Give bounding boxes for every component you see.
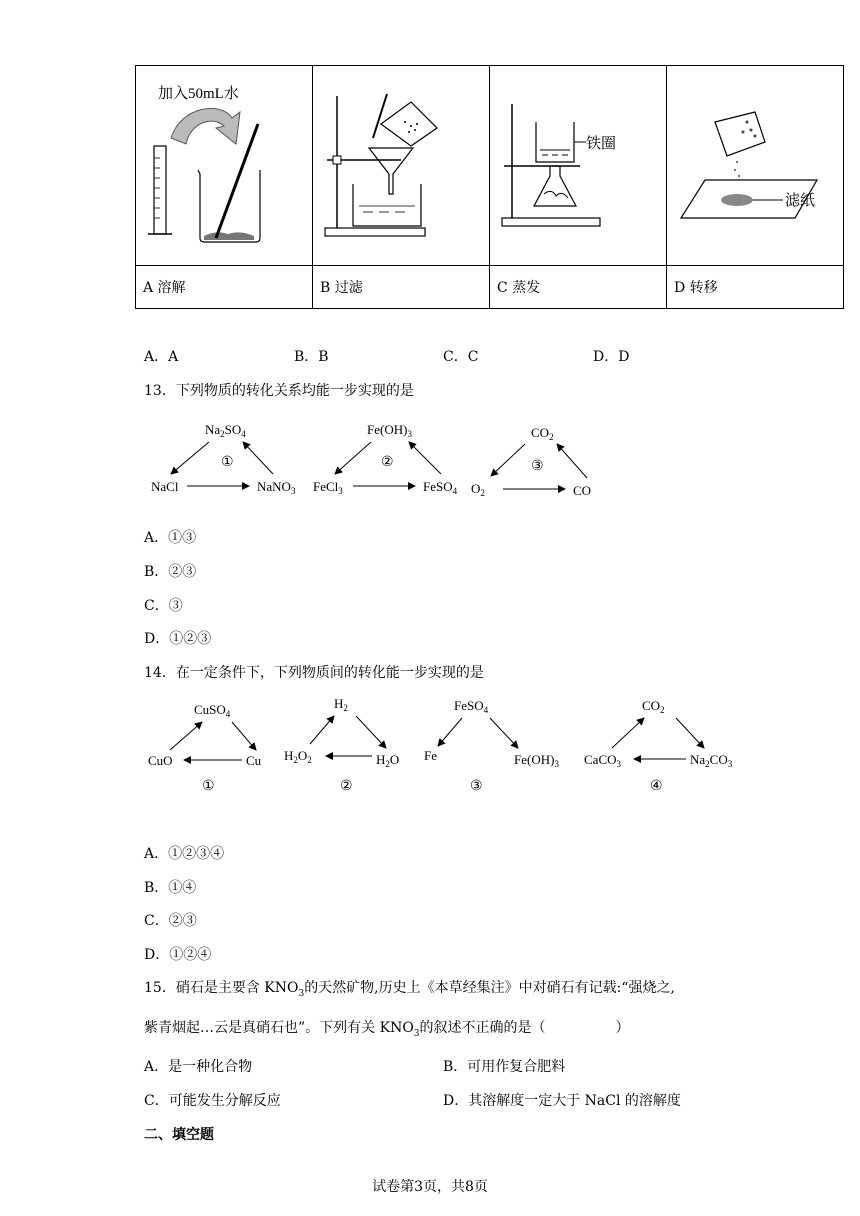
q15-line2: 紫青烟起…云是真硝石也”。下列有关 $KNO_3$的叙述不正确的是（ ） [144,1020,630,1039]
section-heading: 二、填空题 [144,1127,214,1143]
dissolve-cell [136,66,313,266]
q14-d3-right: $Fe(OH)_3$ [514,752,559,769]
q15-line1: 15．硝石是主要含 $KNO_3$的天然矿物,历史上《本草经集注》中对硝石有记载:“强烧之, [144,980,675,999]
q14-option-c[interactable]: C．②③ [144,913,197,929]
q13-option-a[interactable]: A．①③ [144,530,197,546]
evaporate-cell [490,66,667,266]
caption-c: C 蒸发 [490,266,667,309]
q13-d3-num: ③ [531,459,544,474]
q13-option-c[interactable]: C．③ [144,598,183,614]
q14-d1-right: Cu [246,753,262,768]
q14-d3-left: Fe [424,748,437,763]
q15-option-d[interactable]: D．其溶解度一定大于 NaCl 的溶解度 [443,1093,681,1109]
q14-d2-top: $H_2$ [334,696,348,713]
q14-option-d[interactable]: D．①②④ [144,947,212,963]
q14-d1-num: ① [202,779,215,794]
transfer-cell [667,66,844,266]
q13-d1-top: $Na_2SO_4$ [205,422,246,439]
filter-cell [313,66,490,266]
q13-stem: 13．下列物质的转化关系均能一步实现的是 [144,383,414,399]
q13-d2-num: ② [381,455,394,470]
q14-d1-top: CuSO$_4$ [194,702,231,719]
dissolve-illustration [136,66,312,261]
q13-d3-left: $O_2$ [471,481,485,498]
q15-option-c[interactable]: C．可能发生分解反应 [144,1093,281,1109]
caption-d: D 转移 [667,266,844,309]
iron-ring-label: 铁圈 [586,136,617,152]
q14-diagrams [144,692,754,802]
q13-d2-top: $Fe(OH)_3$ [367,422,412,439]
water-label: 加入50mL水 [158,86,239,102]
q14-d3-top: FeSO$_4$ [454,698,489,715]
q13-d1-num: ① [221,455,234,470]
q14-d3-num: ③ [470,779,483,794]
q12-option-a[interactable]: A．A [144,349,179,365]
page-footer: 试卷第3页，共8页 [372,1179,488,1195]
q14-stem: 14．在一定条件下，下列物质间的转化能一步实现的是 [144,665,484,681]
transfer-illustration [667,66,843,261]
evaporate-illustration [490,66,666,261]
q13-d3-right: CO [573,483,592,498]
q12-option-c[interactable]: C．C [443,349,479,365]
q14-d2-left: $H_2O_2$ [284,748,312,765]
q14-d4-num: ④ [650,779,663,794]
q13-d1-left: NaCl [151,479,179,494]
q14-d2-num: ② [340,779,353,794]
q14-d4-right: $Na_2CO_3$ [690,752,733,769]
q14-d4-top: $CO_2$ [642,698,665,715]
q13-d2-left: FeCl$_3$ [313,479,343,496]
filter-illustration [313,66,489,261]
q14-d2-right: $H_2O$ [376,752,400,769]
q13-option-b[interactable]: B．②③ [144,564,197,580]
q13-option-d[interactable]: D．①②③ [144,631,212,647]
experiment-table [135,65,844,309]
q14-d4-left: CaCO$_3$ [584,752,621,769]
q15-option-b[interactable]: B．可用作复合肥料 [443,1059,566,1075]
q14-d1-left: CuO [148,753,173,768]
q12-option-d[interactable]: D．D [593,349,630,365]
q13-diagrams [145,418,605,502]
q13-d2-right: FeSO$_4$ [423,479,458,496]
q13-d3-top: $CO_2$ [531,425,554,442]
q13-d1-right: NaNO$_3$ [257,479,296,496]
q12-option-b[interactable]: B．B [294,349,329,365]
caption-a: A 溶解 [136,266,313,309]
q14-option-a[interactable]: A．①②③④ [144,846,225,862]
q14-option-b[interactable]: B．①④ [144,880,197,896]
filter-paper-label: 滤纸 [785,193,816,209]
q15-option-a[interactable]: A．是一种化合物 [144,1059,253,1075]
caption-b: B 过滤 [313,266,490,309]
